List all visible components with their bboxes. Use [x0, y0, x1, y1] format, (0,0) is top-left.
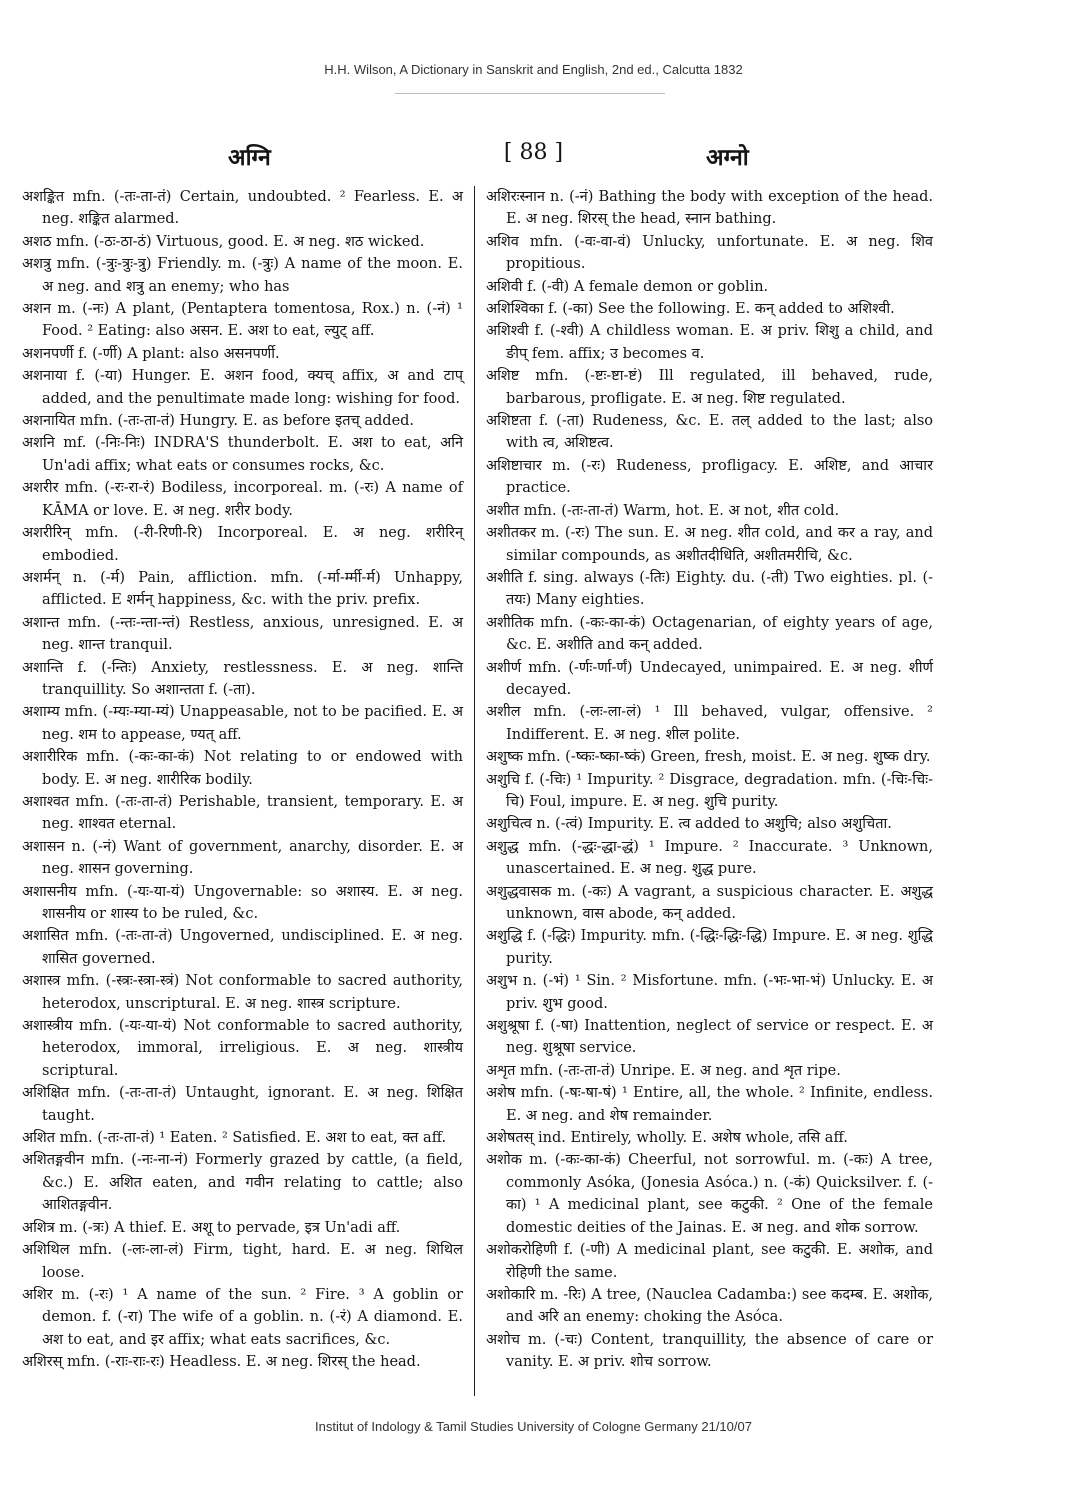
dictionary-entry: अशीति f. sing. always (-तिः) Eighty. du. (-ती) Two eighties. pl. (-तयः) Many eighties.: [486, 569, 933, 609]
dictionary-entry: अशरीरिन् mfn. (-री-रिणी-रि) Incorporeal. E. अ neg. शरीरिन् embodied.: [22, 525, 463, 564]
column-divider: [474, 186, 475, 1396]
dictionary-entry: अशिश्वी f. (-श्वी) A childless woman. E. अ priv. शिशु a child, and ङीप् fem. affix; उ becomes व.: [486, 323, 933, 362]
dictionary-entry: अशर्मन् n. (-र्म) Pain, affliction. mfn. (-र्मा-र्म्मी-र्म) Unhappy, afflicted. E शर्मन् happiness, &c. with the priv. prefix.: [22, 569, 463, 609]
dictionary-entry: अशनपर्णी f. (-र्णी) A plant: also असनपर्णी.: [22, 345, 280, 362]
dictionary-entry: अशासनीय mfn. (-यः-या-यं) Ungovernable: so अशास्य. E. अ neg. शासनीय or शास्य to be ruled, &c.: [22, 883, 463, 922]
dictionary-entry: अशासित mfn. (-तः-ता-तं) Ungoverned, undisciplined. E. अ neg. शासित governed.: [22, 928, 463, 967]
dictionary-entry: अशिथिल mfn. (-लः-ला-लं) Firm, tight, hard. E. अ neg. शिथिल loose.: [22, 1242, 463, 1281]
dictionary-entry: अशारीरिक mfn. (-कः-का-कं) Not relating to or endowed with body. E. अ neg. शारीरिक bodily.: [22, 749, 463, 788]
dictionary-entry: अशिष्टता f. (-ता) Rudeness, &c. E. तल् added to the last; also with त्व, अशिष्टत्व.: [486, 413, 933, 452]
dictionary-entry: अशिष्टाचार m. (-रः) Rudeness, profligacy. E. अशिष्ट, and आचार practice.: [486, 457, 933, 497]
dictionary-entry: अशुश्रूषा f. (-षा) Inattention, neglect of service or respect. E. अ neg. शुश्रूषा service.: [486, 1018, 933, 1057]
dictionary-entry: अशोकरोहिणी f. (-णी) A medicinal plant, see कटुकी. E. अशोक, and रोहिणी the same.: [486, 1242, 933, 1281]
footer-credit: Institut of Indology & Tamil Studies University of Cologne Germany 21/10/07: [315, 1419, 752, 1434]
dictionary-entry: अशेष mfn. (-षः-षा-षं) ¹ Entire, all, the whole. ² Infinite, endless. E. अ neg. and शेष remainder.: [486, 1085, 933, 1124]
dictionary-entry: अशुचि f. (-चिः) ¹ Impurity. ² Disgrace, degradation. mfn. (-चिः-चिः-चि) Foul, impure. E. अ neg. शुचि purity.: [486, 771, 933, 810]
header-left-word: अग्नि: [228, 144, 271, 171]
dictionary-entry: अशाश्वत mfn. (-तः-ता-तं) Perishable, transient, temporary. E. अ neg. शाश्वत eternal.: [22, 793, 463, 833]
right-column: [486, 186, 933, 1374]
dictionary-entry: अशिव mfn. (-वः-वा-वं) Unlucky, unfortunate. E. अ neg. शिव propitious.: [486, 233, 933, 273]
dictionary-entry: अशङ्कित mfn. (-तः-ता-तं) Certain, undoubted. ² Fearless. E. अ neg. शङ्कित alarmed.: [22, 189, 463, 228]
dictionary-entry: अशीतकर m. (-रः) The sun. E. अ neg. शीत cold, and कर a ray, and similar compounds, as अशीतदीधिति, अशीतमरीचि, &c.: [486, 525, 933, 564]
dictionary-entry: अशीत mfn. (-तः-ता-तं) Warm, hot. E. अ not, शीत cold.: [486, 502, 840, 519]
dictionary-entry: अशासन n. (-नं) Want of government, anarchy, disorder. E. अ neg. शासन governing.: [22, 838, 463, 878]
dictionary-entry: अशास्त्र mfn. (-स्त्रः-स्त्रा-स्त्रं) Not conformable to sacred authority, heterodox, unscriptural. E. अ neg. शास्त्र scripture.: [22, 973, 463, 1012]
dictionary-entry: अशेषतस् ind. Entirely, wholly. E. अशेष whole, तसि aff.: [486, 1130, 848, 1147]
dictionary-entry: अशन m. (-नः) A plant, (Pentaptera tomentosa, Rox.) n. (-नं) ¹ Food. ² Eating: also असन. E. अश to eat, ल्युट् aff.: [22, 301, 463, 340]
left-column: [22, 186, 463, 1374]
dictionary-entry: अशिर m. (-रः) ¹ A name of the sun. ² Fire. ³ A goblin or demon. f. (-रा) The wife of a goblin. n. (-रं) A diamond. E. अश to eat, and इर affix; what eats sacrifices, &c.: [22, 1286, 463, 1348]
dictionary-entry: अशठ mfn. (-ठः-ठा-ठं) Virtuous, good. E. अ neg. शठ wicked.: [22, 233, 425, 250]
dictionary-entry: अशान्त mfn. (-न्तः-न्ता-न्तं) Restless, anxious, unresigned. E. अ neg. शान्त tranquil.: [22, 614, 463, 654]
dictionary-entry: अशत्रु mfn. (-त्रुः-त्रुः-त्रु) Friendly. m. (-त्रुः) A name of the moon. E. अ neg. and शत्रु an enemy; who has: [22, 256, 463, 295]
dictionary-entry: अशित mfn. (-तः-ता-तं) ¹ Eaten. ² Satisfied. E. अश to eat, क्त aff.: [22, 1130, 447, 1147]
dictionary-entry: अशनायित mfn. (-तः-ता-तं) Hungry. E. as before इतच् added.: [22, 413, 415, 430]
dictionary-entry: अशुचित्व n. (-त्वं) Impurity. E. त्व added to अशुचि; also अशुचिता.: [486, 816, 892, 833]
page-number: [ 88 ]: [503, 140, 564, 165]
dictionary-entry: अशनि mf. (-निः-निः) INDRA'S thunderbolt. E. अश to eat, अनि Un'adi affix; what eats or consumes rocks, &c.: [22, 435, 463, 474]
dictionary-entry: अशिष्ट mfn. (-ष्टः-ष्टा-ष्टं) Ill regulated, ill behaved, rude, barbarous, profligate. E. अ neg. शिष्ट regulated.: [486, 368, 933, 407]
dictionary-entry: अशाम्य mfn. (-म्यः-म्या-म्यं) Unappeasable, not to be pacified. E. अ neg. शम to appease, ण्यत् aff.: [22, 704, 463, 743]
dictionary-entry: अशृत mfn. (-तः-ता-तं) Unripe. E. अ neg. and शृत ripe.: [486, 1062, 841, 1079]
dictionary-entry: अशोक m. (-कः-का-कं) Cheerful, not sorrowful. m. (-कः) A tree, commonly Asóka, (Jonesia Asóca.) n. (-कं) Quicksilver. f. (-का) ¹ A medicinal plant, see कटुकी. ² One of the female domestic deities of the Jainas. E. अ neg. and शोक sorrow.: [486, 1152, 933, 1236]
source-citation: H.H. Wilson, A Dictionary in Sanskrit and English, 2nd ed., Calcutta 1832: [324, 62, 743, 77]
dictionary-entry: अशीतिक mfn. (-कः-का-कं) Octagenarian, of eighty years of age, &c. E. अशीति and कन् added.: [486, 614, 933, 654]
dictionary-entry: अशास्त्रीय mfn. (-यः-या-यं) Not conformable to sacred authority, heterodox, immoral, irreligious. E. अ neg. शास्त्रीय scriptural.: [22, 1018, 463, 1079]
dictionary-entry: अशरीर mfn. (-रः-रा-रं) Bodiless, incorporeal. m. (-रः) A name of KĀMA or love. E. अ neg. शरीर body.: [22, 480, 463, 519]
dictionary-entry: अशीर्ण mfn. (-र्णः-र्णा-र्णं) Undecayed, unimpaired. E. अ neg. शीर्ण decayed.: [486, 659, 933, 698]
dictionary-entry: अशोच m. (-चः) Content, tranquillity, the absence of care or vanity. E. अ priv. शोच sorrow.: [486, 1331, 933, 1371]
dictionary-entry: अशुभ n. (-भं) ¹ Sin. ² Misfortune. mfn. (-भः-भा-भं) Unlucky. E. अ priv. शुभ good.: [486, 973, 933, 1012]
source-underline: [395, 93, 665, 94]
dictionary-entry: अशुद्ध mfn. (-द्धः-द्धा-द्धं) ¹ Impure. ² Inaccurate. ³ Unknown, unascertained. E. अ neg. शुद्ध pure.: [486, 838, 933, 878]
dictionary-entry: अशील mfn. (-लः-ला-लं) ¹ Ill behaved, vulgar, offensive. ² Indifferent. E. अ neg. शील polite.: [486, 704, 933, 743]
header-right-word: अग्नो: [706, 144, 749, 171]
dictionary-entry: अशुष्क mfn. (-ष्कः-ष्का-ष्कं) Green, fresh, moist. E. अ neg. शुष्क dry.: [486, 749, 931, 766]
dictionary-entry: अशुद्धि f. (-द्धिः) Impurity. mfn. (-द्धिः-द्धिः-द्धि) Impure. E. अ neg. शुद्धि purity.: [486, 928, 933, 967]
dictionary-entry: अशोकारि m. -रिः) A tree, (Nauclea Cadamba:) see कदम्ब. E. अशोक, and अरि an enemy: choking the Asóca.: [486, 1286, 933, 1326]
dictionary-entry: अशिक्षित mfn. (-तः-ता-तं) Untaught, ignorant. E. अ neg. शिक्षित taught.: [22, 1085, 463, 1124]
dictionary-entry: अशान्ति f. (-न्तिः) Anxiety, restlessness. E. अ neg. शान्ति tranquillity. So अशान्तता f. (-ता).: [22, 659, 463, 698]
dictionary-entry: अशुद्धवासक m. (-कः) A vagrant, a suspicious character. E. अशुद्ध unknown, वास abode, कन् added.: [486, 883, 933, 922]
page-header: [0, 140, 1067, 176]
dictionary-entry: अशित्र m. (-त्रः) A thief. E. अशू to pervade, इत्र Un'adi aff.: [22, 1219, 401, 1236]
dictionary-entry: अशिश्विका f. (-का) See the following. E. कन् added to अशिश्वी.: [486, 301, 895, 318]
dictionary-entry: अशितङ्गवीन mfn. (-नः-ना-नं) Formerly grazed by cattle, (a field, &c.) E. अशित eaten, and गवीन relating to cattle; also आशितङ्गवीन.: [22, 1152, 463, 1214]
dictionary-entry: अशनाया f. (-या) Hunger. E. अशन food, क्यच् affix, अ and टाप् added, and the penultimate made long: wishing for food.: [22, 368, 463, 407]
dictionary-entry: अशिरःस्नान n. (-नं) Bathing the body with exception of the head. E. अ neg. शिरस् the head, स्नान bathing.: [486, 189, 933, 228]
dictionary-entry: अशिरस् mfn. (-राः-राः-रः) Headless. E. अ neg. शिरस् the head.: [22, 1354, 421, 1371]
dictionary-entry: अशिवी f. (-वी) A female demon or goblin.: [486, 278, 769, 295]
